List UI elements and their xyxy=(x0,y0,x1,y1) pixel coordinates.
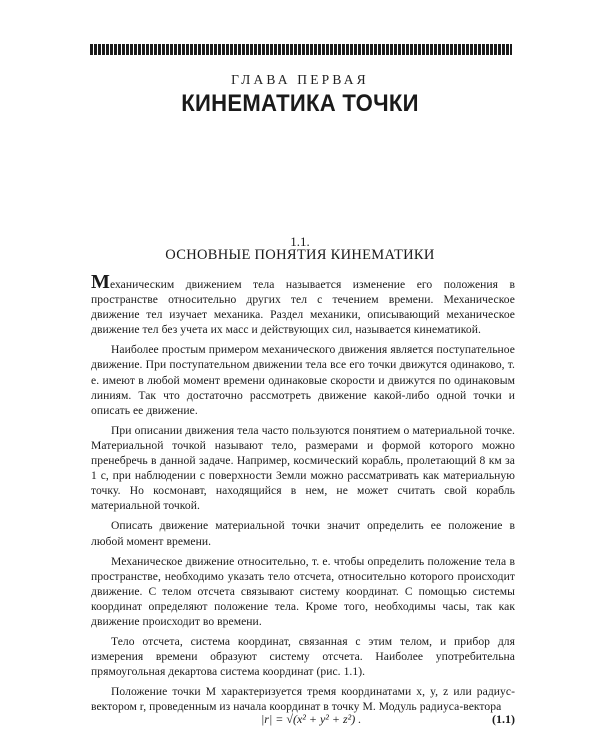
formula-expression: |r| = √(x² + y² + z²) . xyxy=(261,712,362,726)
formula-number: (1.1) xyxy=(492,712,515,726)
formula xyxy=(91,710,515,734)
chapter-header-band xyxy=(90,44,512,55)
paragraph: Тело отсчета, система координат, связанная с этим телом, и прибор для измерения времени образуют систему отсчета. Наиболее употребительна прямоугольная декартова система координат (рис. 1.1). xyxy=(91,635,515,679)
body-text xyxy=(91,271,515,720)
chapter-label: ГЛАВА ПЕРВАЯ xyxy=(231,72,369,87)
paragraph-text: еханическим движением тела называется изменение его положения в пространстве относительно других тел с течением времени. Механическое движение тел изучает механика. Раздел механики, описывающий механическое движение тел без учета их масс и действующих сил, называется кинематикой. xyxy=(91,278,515,337)
section-number: 1.1. xyxy=(290,234,310,249)
chapter-title: КИНЕМАТИКА ТОЧКИ xyxy=(181,90,419,117)
paragraph xyxy=(91,271,515,337)
paragraph: При описании движения тела часто пользуются понятием о материальной точке. Материальной точкой называют тело, размерами и формой которого можно пренебречь в данной задаче. Например, космический корабль, пролетающий 8 км за 1 с, при наблюдении с поверхности Земли можно рассматривать как материальную точку. Но космонавт, находящийся в нем, не может считать свой корабль материальной точкой. xyxy=(91,423,515,513)
drop-cap: М xyxy=(91,271,110,293)
paragraph: Описать движение материальной точки значит определить ее положение в любой момент времени. xyxy=(91,519,515,548)
paragraph: Механическое движение относительно, т. е. чтобы определить положение тела в пространстве, необходимо указать тело отсчета, относительно которого происходит движение. С телом отсчета связывают систему координат. С помощью системы координат определяют положение тела. Кроме того, необходимы часы, так как движение происходит во времени. xyxy=(91,554,515,628)
section-title: ОСНОВНЫЕ ПОНЯТИЯ КИНЕМАТИКИ xyxy=(165,247,435,263)
paragraph: Наиболее простым примером механического движения является поступательное движение. При поступательном движении тела все его точки движутся одинаково, т. е. имеют в любой момент времени одинаковые скорости и движутся по одинаковым линиям. Так что достаточно рассмотреть движение какой-либо одной точки и описать ее движение. xyxy=(91,343,515,417)
paragraph: Положение точки M характеризуется тремя координатами x, y, z или радиус-вектором r, проведенным из начала координат в точку M. Модуль радиуса-вектора xyxy=(91,685,515,714)
